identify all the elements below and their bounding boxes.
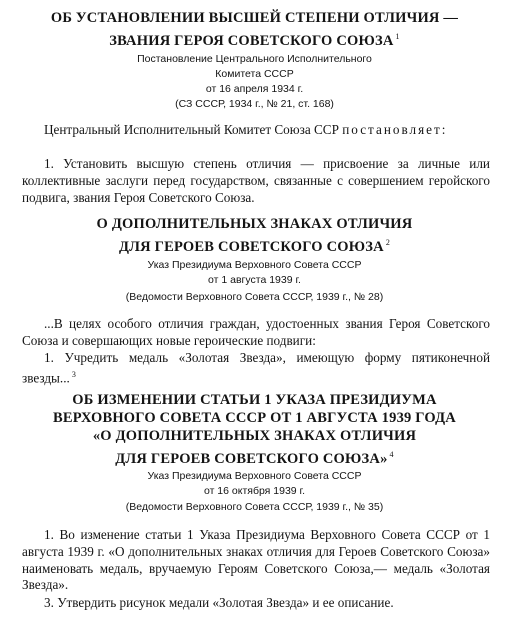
- section2-body-p2-text: 1. Учредить медаль «Золотая Звезда», имеющую форму пятиконечной звезды...: [22, 350, 490, 386]
- section2-title-line1: О ДОПОЛНИТЕЛЬНЫХ ЗНАКАХ ОТЛИЧИЯ: [96, 216, 413, 232]
- section3-meta-line2: от 16 октября 1939 г.: [203, 485, 306, 497]
- section1-meta-line4: (СЗ СССР, 1934 г., № 21, ст. 168): [175, 98, 334, 110]
- section1-meta-line2: Комитета СССР: [215, 68, 294, 80]
- section3-title-line4: [0, 446, 509, 468]
- section3-meta-line3: (Ведомости Верховного Совета СССР, 1939 г., № 35): [125, 501, 384, 513]
- section3-body-p1: 1. Во изменение статьи 1 Указа Президиума Верховного Совета СССР от 1 августа 1939 г. «О дополнительных знаках отличия для Героев Советского Союза» наименовать медаль, вручаемую Героям Советского Союза,— медаль «Золотая Звезда».: [22, 527, 490, 593]
- section2-meta-line2: от 1 августа 1939 г.: [208, 274, 301, 286]
- section1-title-line2-text: ЗВАНИЯ ГЕРОЯ СОВЕТСКОГО СОЮЗА: [109, 32, 394, 49]
- section1-meta-line3: от 16 апреля 1934 г.: [205, 83, 304, 95]
- section1-intro-text: Центральный Исполнительный Комитет Союза ССР: [44, 122, 339, 137]
- section2-title-line2-text: ДЛЯ ГЕРОЕВ СОВЕТСКОГО СОЮЗА: [118, 238, 384, 255]
- section3-body-p2: 3. Утвердить рисунок медали «Золотая Звезда» и ее описание.: [44, 595, 394, 610]
- section2-meta-line3: (Ведомости Верховного Совета СССР, 1939 г., № 28): [125, 291, 384, 303]
- section3-title-line3: «О ДОПОЛНИТЕЛЬНЫХ ЗНАКАХ ОТЛИЧИЯ: [92, 428, 417, 444]
- section2-body-p2-footnote: 3: [71, 369, 76, 379]
- section3-title-line1: ОБ ИЗМЕНЕНИИ СТАТЬИ 1 УКАЗА ПРЕЗИДИУМА: [72, 392, 437, 408]
- section1-footnote-marker: 1: [395, 32, 400, 41]
- section2-body-p1: ...В целях особого отличия граждан, удостоенных звания Героя Советского Союза и совершающих новые героические подвиги:: [22, 316, 490, 348]
- section3-title-line4-text: ДЛЯ ГЕРОЕВ СОВЕТСКОГО СОЮЗА»: [115, 450, 388, 467]
- section1-body-item1: 1. Установить высшую степень отличия — присвоение за личные или коллективные заслуги перед государством, связанные с совершением геройского подвига, звания Героя Советского Союза.: [22, 156, 490, 205]
- section1-title-line1: ОБ УСТАНОВЛЕНИИ ВЫСШЕЙ СТЕПЕНИ ОТЛИЧИЯ —: [50, 10, 459, 26]
- section2-footnote-marker: 2: [385, 238, 391, 247]
- section1-body-intro: [22, 122, 490, 139]
- section3-title-line2: ВЕРХОВНОГО СОВЕТА СССР ОТ 1 АВГУСТА 1939 ГОДА: [53, 410, 456, 426]
- section1-intro-spaced: постановляет:: [342, 122, 448, 137]
- section1-meta-line1: Постановление Центрального Исполнительного: [137, 53, 372, 65]
- section2-title-line2: [0, 234, 509, 256]
- section2-body-p2: [22, 350, 490, 387]
- section2-meta-line1: Указ Президиума Верховного Совета СССР: [147, 259, 362, 271]
- section1-title-line2: [0, 28, 509, 50]
- section3-footnote-marker: 4: [389, 450, 394, 459]
- section3-meta-line1: Указ Президиума Верховного Совета СССР: [147, 470, 362, 482]
